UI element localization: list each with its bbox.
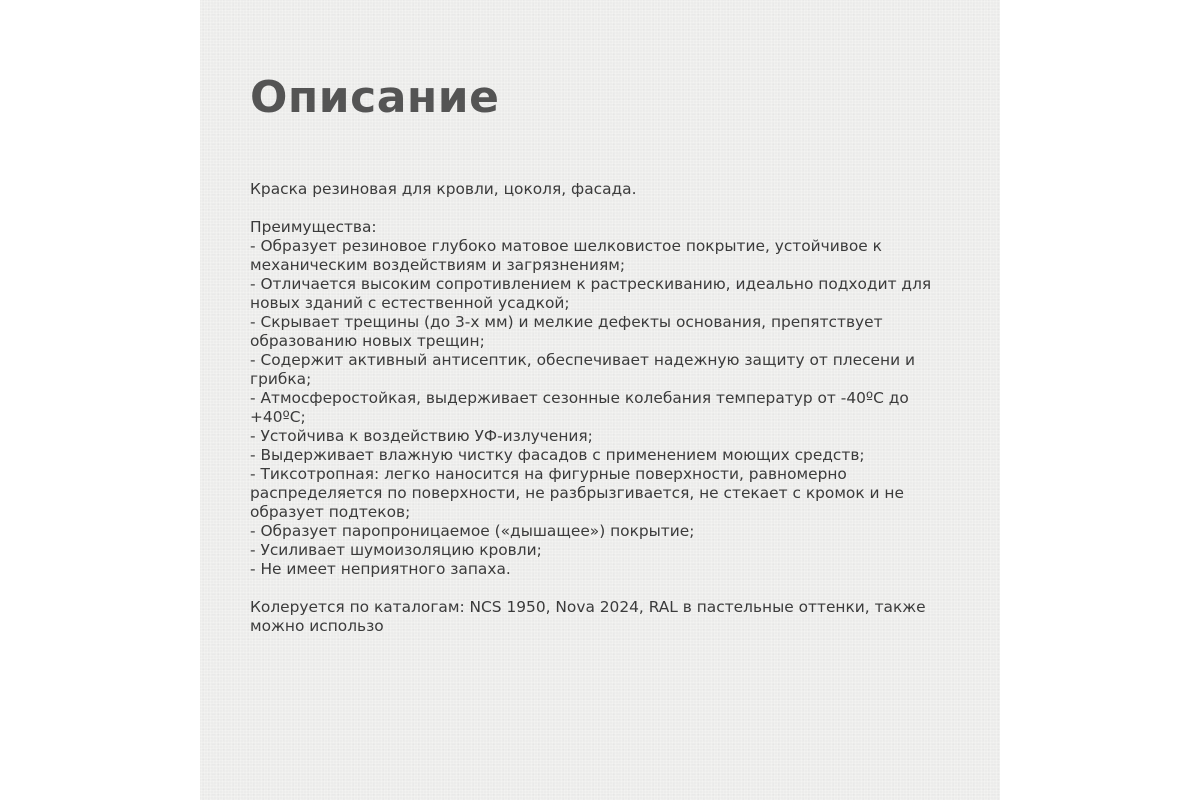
advantage-line: +40ºC; [250,408,306,426]
advantage-line: - Содержит активный антисептик, обеспечивает надежную защиту от плесени и [250,351,915,369]
advantages-heading: Преимущества: [250,218,377,236]
advantage-line: образует подтеков; [250,503,411,521]
advantage-line: - Образует паропроницаемое («дышащее») покрытие; [250,522,695,540]
tinting-line: Колеруется по каталогам: NCS 1950, Nova 2024, RAL в пастельные оттенки, также [250,598,926,616]
advantage-line: механическим воздействиям и загрязнениям; [250,256,626,274]
intro-text: Краска резиновая для кровли, цоколя, фасада. [250,180,637,198]
description-card [200,0,1000,800]
advantage-line: грибка; [250,370,312,388]
advantage-line: - Образует резиновое глубоко матовое шелковистое покрытие, устойчивое к [250,237,882,255]
advantage-line: распределяется по поверхности, не разбрызгивается, не стекает с кромок и не [250,484,904,502]
advantage-line: - Отличается высоким сопротивлением к растрескиванию, идеально подходит для [250,275,932,293]
paragraph-gap [250,579,970,598]
description-body [250,180,970,636]
advantages-list [250,237,970,579]
advantage-line: новых зданий с естественной усадкой; [250,294,570,312]
advantage-line: - Выдерживает влажную чистку фасадов с применением моющих средств; [250,446,865,464]
advantage-line: - Усиливает шумоизоляцию кровли; [250,541,542,559]
advantage-line: - Устойчива к воздействию УФ-излучения; [250,427,593,445]
description-title: Описание [250,72,500,123]
advantage-line: - Тиксотропная: легко наносится на фигурные поверхности, равномерно [250,465,847,483]
tinting-line: можно использо [250,617,384,635]
advantage-line: - Атмосферостойкая, выдерживает сезонные колебания температур от -40ºC до [250,389,909,407]
advantage-line: - Скрывает трещины (до 3-х мм) и мелкие дефекты основания, препятствует [250,313,883,331]
paragraph-gap [250,199,970,218]
tinting-paragraph [250,598,970,636]
advantage-line: - Не имеет неприятного запаха. [250,560,511,578]
advantage-line: образованию новых трещин; [250,332,485,350]
